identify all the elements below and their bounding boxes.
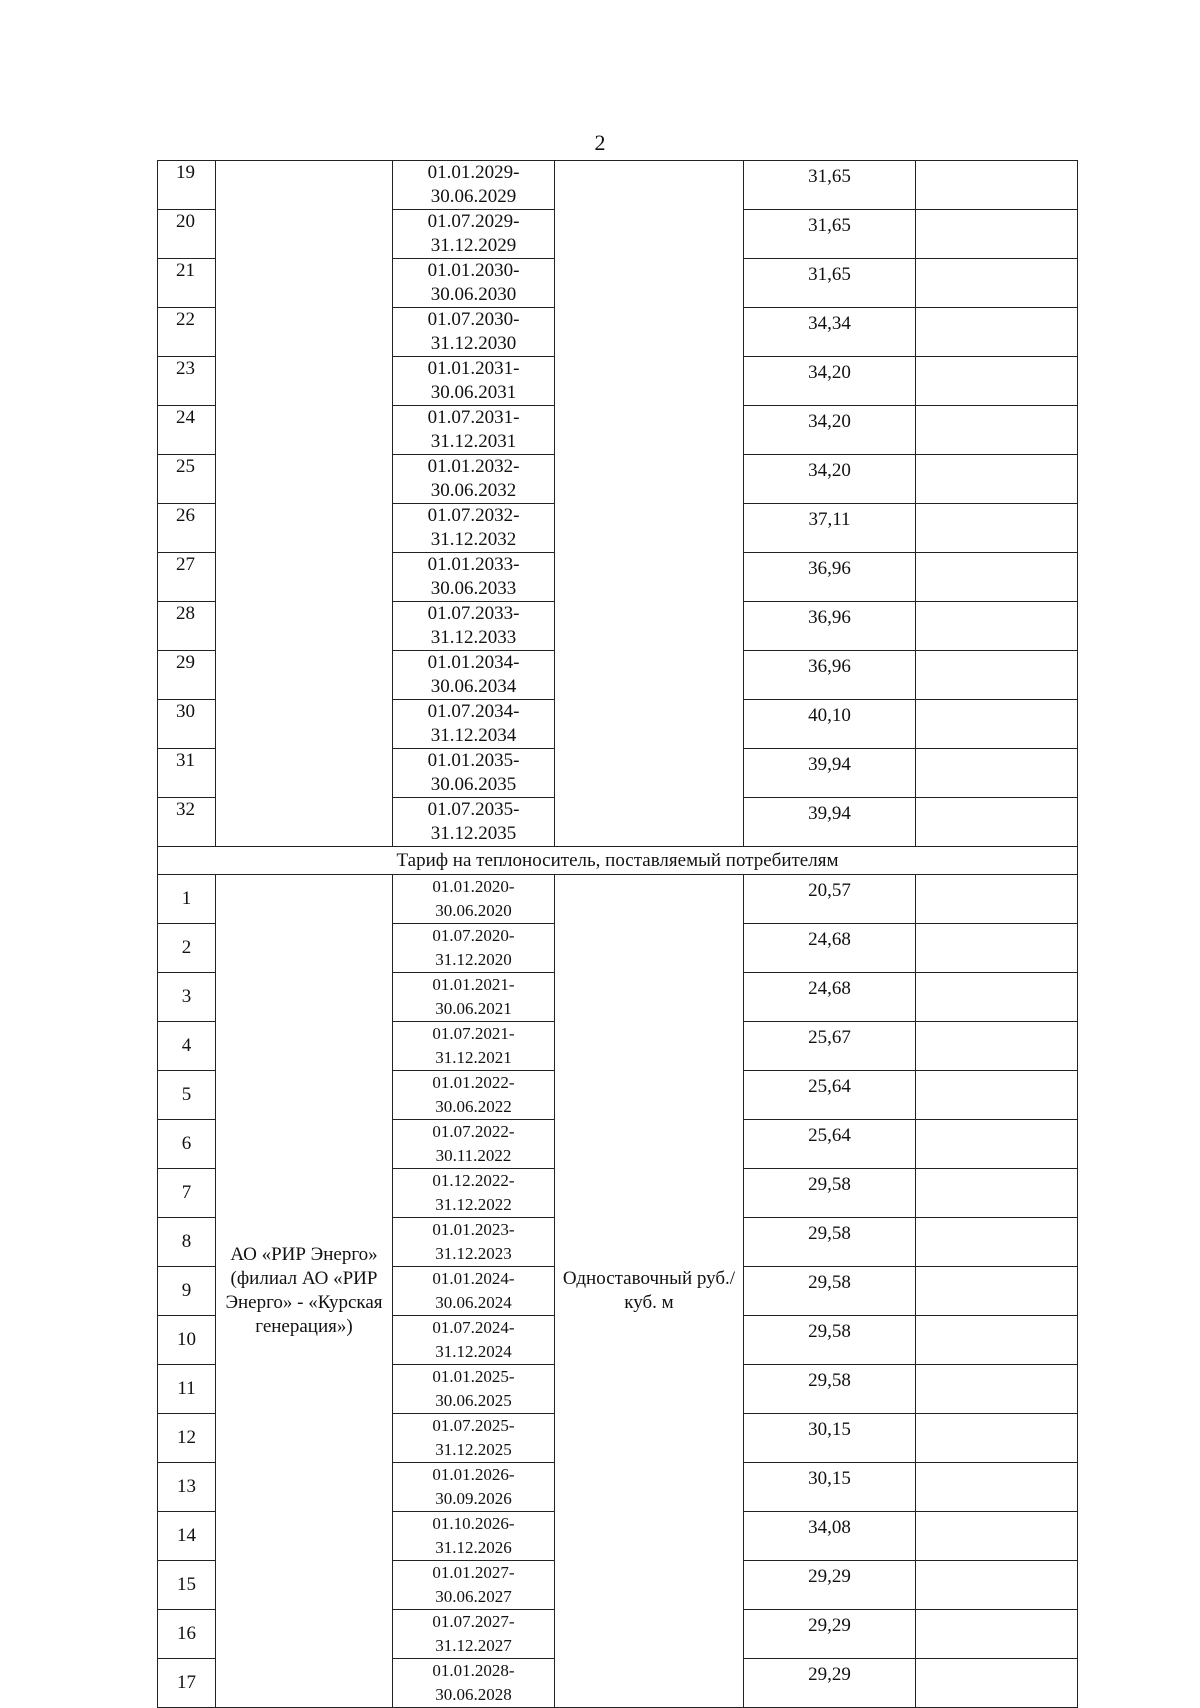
empty-cell: [916, 798, 1078, 847]
period-end: 31.12.2026: [435, 1538, 512, 1557]
tariff-value: 31,65: [744, 259, 916, 308]
period-start: 01.07.2025-: [432, 1416, 515, 1435]
period-end: 30.06.2022: [435, 1097, 512, 1116]
period-end: 31.12.2031: [430, 431, 517, 452]
tariff-value: 34,08: [744, 1512, 916, 1561]
tariff-value: 25,64: [744, 1120, 916, 1169]
row-number: 28: [158, 602, 216, 651]
row-number: 3: [158, 973, 216, 1022]
period-end: 31.12.2023: [435, 1244, 512, 1263]
row-number: 31: [158, 749, 216, 798]
period-start: 01.07.2022-: [432, 1122, 515, 1141]
empty-cell: [916, 1169, 1078, 1218]
organization-cell: [216, 161, 393, 847]
period-cell: [393, 1071, 555, 1120]
period-end: 31.12.2029: [430, 235, 517, 256]
tariff-value: 34,20: [744, 357, 916, 406]
tariff-value: 30,15: [744, 1414, 916, 1463]
period-cell: [393, 553, 555, 602]
tariff-value: 29,58: [744, 1365, 916, 1414]
period-end: 31.12.2022: [435, 1195, 512, 1214]
tariff-value: 40,10: [744, 700, 916, 749]
period-start: 01.01.2028-: [432, 1661, 515, 1680]
period-end: 30.06.2032: [430, 480, 517, 501]
row-number: 32: [158, 798, 216, 847]
row-number: 26: [158, 504, 216, 553]
empty-cell: [916, 1022, 1078, 1071]
row-number: 7: [158, 1169, 216, 1218]
row-number: 27: [158, 553, 216, 602]
period-start: 01.07.2029-: [427, 211, 520, 232]
empty-cell: [916, 973, 1078, 1022]
empty-cell: [916, 1659, 1078, 1708]
row-number: 2: [158, 924, 216, 973]
period-start: 01.01.2021-: [432, 975, 515, 994]
period-end: 30.06.2030: [430, 284, 517, 305]
period-cell: [393, 973, 555, 1022]
row-number: 4: [158, 1022, 216, 1071]
row-number: 13: [158, 1463, 216, 1512]
row-number: 25: [158, 455, 216, 504]
empty-cell: [916, 1561, 1078, 1610]
tariff-value: 31,65: [744, 161, 916, 210]
tariff-section-1: [158, 161, 1078, 847]
period-end: 31.12.2034: [430, 725, 517, 746]
period-end: 31.12.2024: [435, 1342, 512, 1361]
period-cell: [393, 924, 555, 973]
tariff-value: 25,67: [744, 1022, 916, 1071]
period-start: 01.01.2034-: [427, 652, 520, 673]
period-end: 30.06.2025: [435, 1391, 512, 1410]
tariff-value: 36,96: [744, 602, 916, 651]
period-end: 30.06.2024: [435, 1293, 512, 1312]
tariff-value: 34,34: [744, 308, 916, 357]
empty-cell: [916, 749, 1078, 798]
tariff-value: 39,94: [744, 798, 916, 847]
period-end: 30.06.2034: [430, 676, 517, 697]
row-number: 11: [158, 1365, 216, 1414]
period-start: 01.01.2030-: [427, 260, 520, 281]
tariff-value: 20,57: [744, 875, 916, 924]
tariff-value: 36,96: [744, 553, 916, 602]
row-number: 16: [158, 1610, 216, 1659]
period-start: 01.01.2026-: [432, 1465, 515, 1484]
page-number: 2: [594, 130, 606, 155]
period-cell: [393, 700, 555, 749]
period-cell: [393, 308, 555, 357]
period-cell: [393, 1414, 555, 1463]
empty-cell: [916, 924, 1078, 973]
empty-cell: [916, 1414, 1078, 1463]
period-cell: [393, 1561, 555, 1610]
period-start: 01.01.2031-: [427, 358, 520, 379]
period-cell: [393, 875, 555, 924]
period-cell: [393, 259, 555, 308]
period-start: 01.01.2032-: [427, 456, 520, 477]
row-number: 20: [158, 210, 216, 259]
period-end: 30.06.2020: [435, 901, 512, 920]
period-start: 01.01.2027-: [432, 1563, 515, 1582]
period-end: 31.12.2035: [430, 823, 517, 844]
tariff-value: 25,64: [744, 1071, 916, 1120]
tariff-value: 29,58: [744, 1316, 916, 1365]
tariff-section-2-header: [158, 847, 1078, 875]
period-end: 30.06.2033: [430, 578, 517, 599]
period-start: 01.07.2021-: [432, 1024, 515, 1043]
period-start: 01.01.2022-: [432, 1073, 515, 1092]
period-cell: [393, 210, 555, 259]
period-start: 01.07.2034-: [427, 701, 520, 722]
row-number: 17: [158, 1659, 216, 1708]
period-start: 01.07.2027-: [432, 1612, 515, 1631]
empty-cell: [916, 504, 1078, 553]
tariff-value: 24,68: [744, 924, 916, 973]
empty-cell: [916, 308, 1078, 357]
empty-cell: [916, 1512, 1078, 1561]
empty-cell: [916, 553, 1078, 602]
empty-cell: [916, 700, 1078, 749]
period-cell: [393, 1365, 555, 1414]
period-start: 01.01.2035-: [427, 750, 520, 771]
row-number: 10: [158, 1316, 216, 1365]
tariff-value: 29,29: [744, 1659, 916, 1708]
tariff-value: 24,68: [744, 973, 916, 1022]
period-start: 01.01.2025-: [432, 1367, 515, 1386]
period-end: 30.06.2021: [435, 999, 512, 1018]
period-end: 30.06.2029: [430, 186, 517, 207]
period-end: 30.06.2031: [430, 382, 517, 403]
period-cell: [393, 1512, 555, 1561]
period-cell: [393, 602, 555, 651]
row-number: 24: [158, 406, 216, 455]
period-end: 31.12.2021: [435, 1048, 512, 1067]
row-number: 12: [158, 1414, 216, 1463]
period-end: 31.12.2032: [430, 529, 517, 550]
row-number: 21: [158, 259, 216, 308]
tariff-section-2: [158, 875, 1078, 1708]
period-end: 30.06.2028: [435, 1685, 512, 1704]
period-start: 01.12.2022-: [432, 1171, 515, 1190]
tariff-value: 34,20: [744, 455, 916, 504]
period-cell: [393, 749, 555, 798]
period-start: 01.07.2033-: [427, 603, 520, 624]
period-start: 01.07.2032-: [427, 505, 520, 526]
period-cell: [393, 1120, 555, 1169]
period-cell: [393, 406, 555, 455]
period-end: 31.12.2020: [435, 950, 512, 969]
tariff-kind: Одноставочный руб./куб. м: [562, 1268, 736, 1313]
row-number: 5: [158, 1071, 216, 1120]
period-start: 01.01.2020-: [432, 877, 515, 896]
tariff-value: 30,15: [744, 1463, 916, 1512]
period-cell: [393, 357, 555, 406]
period-cell: [393, 504, 555, 553]
row-number: 29: [158, 651, 216, 700]
tariff-value: 31,65: [744, 210, 916, 259]
empty-cell: [916, 875, 1078, 924]
period-cell: [393, 1659, 555, 1708]
period-start: 01.07.2035-: [427, 799, 520, 820]
row-number: 19: [158, 161, 216, 210]
period-end: 30.06.2027: [435, 1587, 512, 1606]
empty-cell: [916, 651, 1078, 700]
period-cell: [393, 1022, 555, 1071]
tariff-value: 39,94: [744, 749, 916, 798]
period-start: 01.07.2020-: [432, 926, 515, 945]
period-cell: [393, 1218, 555, 1267]
tariff-value: 29,58: [744, 1267, 916, 1316]
period-cell: [393, 798, 555, 847]
empty-cell: [916, 1463, 1078, 1512]
period-end: 30.11.2022: [435, 1146, 512, 1165]
period-cell: [393, 651, 555, 700]
period-cell: [393, 1316, 555, 1365]
period-end: 30.06.2035: [430, 774, 517, 795]
row-number: 8: [158, 1218, 216, 1267]
tariff-value: 36,96: [744, 651, 916, 700]
tariff-value: 29,58: [744, 1169, 916, 1218]
empty-cell: [916, 161, 1078, 210]
period-cell: [393, 1169, 555, 1218]
period-start: 01.07.2030-: [427, 309, 520, 330]
row-number: 6: [158, 1120, 216, 1169]
row-number: 15: [158, 1561, 216, 1610]
period-cell: [393, 161, 555, 210]
period-start: 01.07.2031-: [427, 407, 520, 428]
table-row: [158, 161, 1078, 210]
empty-cell: [916, 406, 1078, 455]
row-number: 14: [158, 1512, 216, 1561]
empty-cell: [916, 1365, 1078, 1414]
empty-cell: [916, 1071, 1078, 1120]
tariff-table: [157, 160, 1078, 1708]
empty-cell: [916, 210, 1078, 259]
empty-cell: [916, 455, 1078, 504]
empty-cell: [916, 1120, 1078, 1169]
period-cell: [393, 1267, 555, 1316]
empty-cell: [916, 1316, 1078, 1365]
row-number: 1: [158, 875, 216, 924]
tariff-value: 29,29: [744, 1610, 916, 1659]
tariff-kind-cell: [555, 875, 744, 1708]
section-title: Тариф на теплоноситель, поставляемый потребителям: [158, 847, 1078, 875]
tariff-kind-cell: [555, 161, 744, 847]
row-number: 22: [158, 308, 216, 357]
row-number: 23: [158, 357, 216, 406]
tariff-value: 29,58: [744, 1218, 916, 1267]
organization-name: АО «РИР Энерго» (филиал АО «РИР Энерго» - «Курская генерация»): [225, 1244, 383, 1337]
empty-cell: [916, 1610, 1078, 1659]
period-start: 01.01.2029-: [427, 162, 520, 183]
period-start: 01.10.2026-: [432, 1514, 515, 1533]
period-start: 01.01.2024-: [432, 1269, 515, 1288]
period-end: 31.12.2030: [430, 333, 517, 354]
row-number: 9: [158, 1267, 216, 1316]
empty-cell: [916, 259, 1078, 308]
period-cell: [393, 455, 555, 504]
period-cell: [393, 1463, 555, 1512]
tariff-value: 34,20: [744, 406, 916, 455]
period-cell: [393, 1610, 555, 1659]
period-start: 01.01.2023-: [432, 1220, 515, 1239]
table-row: [158, 875, 1078, 924]
period-end: 31.12.2033: [430, 627, 517, 648]
row-number: 30: [158, 700, 216, 749]
period-end: 30.09.2026: [435, 1489, 512, 1508]
empty-cell: [916, 1267, 1078, 1316]
period-start: 01.07.2024-: [432, 1318, 515, 1337]
period-end: 31.12.2025: [435, 1440, 512, 1459]
empty-cell: [916, 1218, 1078, 1267]
period-start: 01.01.2033-: [427, 554, 520, 575]
empty-cell: [916, 357, 1078, 406]
organization-cell: [216, 875, 393, 1708]
period-end: 31.12.2027: [435, 1636, 512, 1655]
tariff-value: 37,11: [744, 504, 916, 553]
empty-cell: [916, 602, 1078, 651]
tariff-value: 29,29: [744, 1561, 916, 1610]
